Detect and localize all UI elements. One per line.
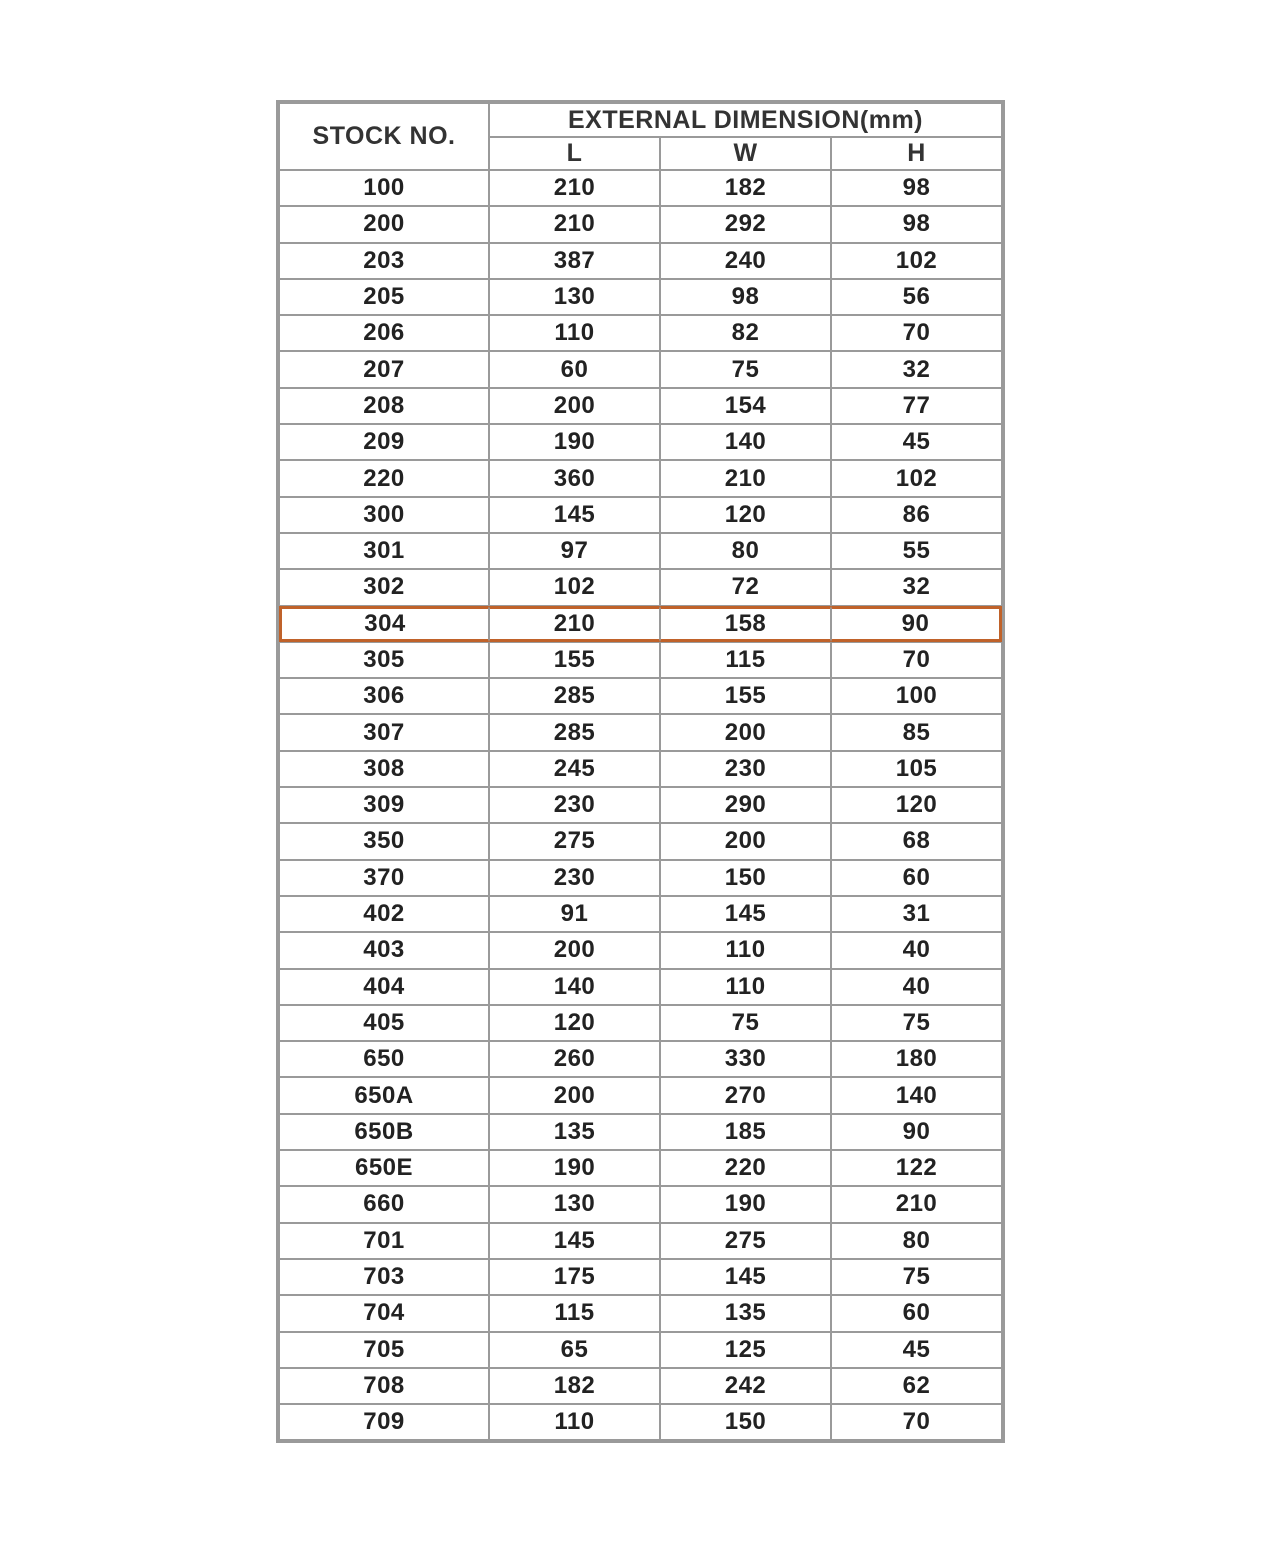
stock-no-cell: 650: [279, 1041, 489, 1077]
table-row[interactable]: [279, 170, 1002, 206]
table-body: [279, 170, 1002, 1440]
stock-no-cell: 650B: [279, 1114, 489, 1150]
stock-no-cell: 304: [279, 606, 489, 642]
stock-no-cell: 203: [279, 243, 489, 279]
table-row[interactable]: [279, 351, 1002, 387]
width-cell: 110: [660, 969, 831, 1005]
width-cell: 200: [660, 714, 831, 750]
height-cell: 56: [831, 279, 1002, 315]
height-cell: 85: [831, 714, 1002, 750]
stock-no-cell: 209: [279, 424, 489, 460]
stock-no-cell: 703: [279, 1259, 489, 1295]
stock-no-cell: 207: [279, 351, 489, 387]
table-row[interactable]: [279, 1404, 1002, 1440]
width-cell: 135: [660, 1295, 831, 1331]
width-cell: 158: [660, 606, 831, 642]
width-cell: 275: [660, 1223, 831, 1259]
length-cell: 190: [489, 424, 660, 460]
length-cell: 130: [489, 1186, 660, 1222]
width-cell: 155: [660, 678, 831, 714]
height-cell: 31: [831, 896, 1002, 932]
width-cell: 210: [660, 460, 831, 496]
width-cell: 154: [660, 388, 831, 424]
stock-no-cell: 704: [279, 1295, 489, 1331]
stock-no-cell: 305: [279, 642, 489, 678]
width-cell: 190: [660, 1186, 831, 1222]
height-cell: 122: [831, 1150, 1002, 1186]
external-dimension-header: EXTERNAL DIMENSION(mm): [489, 103, 1002, 137]
stock-no-cell: 208: [279, 388, 489, 424]
width-cell: 80: [660, 533, 831, 569]
length-cell: 200: [489, 1077, 660, 1113]
width-cell: 230: [660, 751, 831, 787]
length-cell: 175: [489, 1259, 660, 1295]
length-cell: 245: [489, 751, 660, 787]
height-cell: 75: [831, 1005, 1002, 1041]
width-cell: 75: [660, 351, 831, 387]
table-row[interactable]: [279, 279, 1002, 315]
stock-no-cell: 206: [279, 315, 489, 351]
height-cell: 40: [831, 932, 1002, 968]
table-row-selected[interactable]: [279, 606, 1002, 642]
length-cell: 260: [489, 1041, 660, 1077]
length-cell: 102: [489, 569, 660, 605]
height-cell: 86: [831, 497, 1002, 533]
stock-no-cell: 708: [279, 1368, 489, 1404]
stock-no-cell: 301: [279, 533, 489, 569]
width-cell: 270: [660, 1077, 831, 1113]
table-row[interactable]: [279, 497, 1002, 533]
table-row[interactable]: [279, 460, 1002, 496]
table-row[interactable]: [279, 533, 1002, 569]
height-cell: 120: [831, 787, 1002, 823]
width-cell: 242: [660, 1368, 831, 1404]
table-row[interactable]: [279, 932, 1002, 968]
stock-no-cell: 709: [279, 1404, 489, 1440]
length-header: L: [489, 137, 660, 170]
height-cell: 105: [831, 751, 1002, 787]
height-cell: 68: [831, 823, 1002, 859]
dimension-table: [276, 100, 1005, 1443]
width-cell: 115: [660, 642, 831, 678]
height-cell: 32: [831, 569, 1002, 605]
width-cell: 330: [660, 1041, 831, 1077]
length-cell: 210: [489, 606, 660, 642]
table-header: [279, 103, 1002, 170]
length-cell: 285: [489, 714, 660, 750]
width-cell: 182: [660, 170, 831, 206]
height-cell: 98: [831, 206, 1002, 242]
table-row[interactable]: [279, 714, 1002, 750]
stock-no-cell: 660: [279, 1186, 489, 1222]
table-row[interactable]: [279, 243, 1002, 279]
stock-no-cell: 205: [279, 279, 489, 315]
stock-no-cell: 302: [279, 569, 489, 605]
width-cell: 125: [660, 1332, 831, 1368]
height-cell: 90: [831, 606, 1002, 642]
height-cell: 180: [831, 1041, 1002, 1077]
stock-no-header: STOCK NO.: [279, 103, 489, 170]
height-cell: 55: [831, 533, 1002, 569]
height-cell: 102: [831, 460, 1002, 496]
width-cell: 185: [660, 1114, 831, 1150]
stock-no-cell: 701: [279, 1223, 489, 1259]
height-cell: 32: [831, 351, 1002, 387]
table-row[interactable]: [279, 388, 1002, 424]
stock-no-cell: 402: [279, 896, 489, 932]
width-cell: 145: [660, 896, 831, 932]
length-cell: 120: [489, 1005, 660, 1041]
table-row[interactable]: [279, 1368, 1002, 1404]
stock-no-cell: 300: [279, 497, 489, 533]
height-cell: 140: [831, 1077, 1002, 1113]
width-cell: 240: [660, 243, 831, 279]
width-cell: 72: [660, 569, 831, 605]
width-cell: 150: [660, 1404, 831, 1440]
width-cell: 220: [660, 1150, 831, 1186]
length-cell: 190: [489, 1150, 660, 1186]
stock-no-cell: 306: [279, 678, 489, 714]
table-row[interactable]: [279, 823, 1002, 859]
table-row[interactable]: [279, 1077, 1002, 1113]
stock-no-cell: 307: [279, 714, 489, 750]
length-cell: 210: [489, 170, 660, 206]
stock-no-cell: 403: [279, 932, 489, 968]
stock-no-cell: 370: [279, 860, 489, 896]
stock-no-cell: 650E: [279, 1150, 489, 1186]
length-cell: 97: [489, 533, 660, 569]
table-row[interactable]: [279, 678, 1002, 714]
length-cell: 285: [489, 678, 660, 714]
length-cell: 91: [489, 896, 660, 932]
height-cell: 60: [831, 860, 1002, 896]
stock-no-cell: 309: [279, 787, 489, 823]
height-cell: 100: [831, 678, 1002, 714]
height-cell: 102: [831, 243, 1002, 279]
width-cell: 200: [660, 823, 831, 859]
height-cell: 70: [831, 1404, 1002, 1440]
stock-no-cell: 200: [279, 206, 489, 242]
height-cell: 45: [831, 1332, 1002, 1368]
table-row[interactable]: [279, 642, 1002, 678]
table-row[interactable]: [279, 1150, 1002, 1186]
width-cell: 110: [660, 932, 831, 968]
table-row[interactable]: [279, 569, 1002, 605]
table-row[interactable]: [279, 787, 1002, 823]
length-cell: 200: [489, 932, 660, 968]
width-cell: 98: [660, 279, 831, 315]
stock-no-cell: 405: [279, 1005, 489, 1041]
stock-no-cell: 705: [279, 1332, 489, 1368]
length-cell: 65: [489, 1332, 660, 1368]
table-row[interactable]: [279, 1186, 1002, 1222]
table-row[interactable]: [279, 1295, 1002, 1331]
length-cell: 135: [489, 1114, 660, 1150]
length-cell: 145: [489, 497, 660, 533]
stock-no-cell: 100: [279, 170, 489, 206]
height-cell: 210: [831, 1186, 1002, 1222]
length-cell: 360: [489, 460, 660, 496]
length-cell: 387: [489, 243, 660, 279]
width-cell: 290: [660, 787, 831, 823]
height-cell: 98: [831, 170, 1002, 206]
table-row[interactable]: [279, 860, 1002, 896]
height-cell: 75: [831, 1259, 1002, 1295]
table-row[interactable]: [279, 1041, 1002, 1077]
table-row[interactable]: [279, 315, 1002, 351]
width-cell: 82: [660, 315, 831, 351]
length-cell: 110: [489, 1404, 660, 1440]
stock-no-cell: 308: [279, 751, 489, 787]
stock-no-cell: 650A: [279, 1077, 489, 1113]
table-row[interactable]: [279, 896, 1002, 932]
height-cell: 70: [831, 315, 1002, 351]
length-cell: 155: [489, 642, 660, 678]
height-cell: 77: [831, 388, 1002, 424]
height-header: H: [831, 137, 1002, 170]
length-cell: 60: [489, 351, 660, 387]
length-cell: 140: [489, 969, 660, 1005]
height-cell: 70: [831, 642, 1002, 678]
table-row[interactable]: [279, 1114, 1002, 1150]
height-cell: 45: [831, 424, 1002, 460]
table-row[interactable]: [279, 206, 1002, 242]
length-cell: 130: [489, 279, 660, 315]
height-cell: 60: [831, 1295, 1002, 1331]
length-cell: 200: [489, 388, 660, 424]
table-row[interactable]: [279, 1259, 1002, 1295]
height-cell: 90: [831, 1114, 1002, 1150]
length-cell: 275: [489, 823, 660, 859]
width-cell: 145: [660, 1259, 831, 1295]
length-cell: 182: [489, 1368, 660, 1404]
table-row[interactable]: [279, 1332, 1002, 1368]
length-cell: 230: [489, 860, 660, 896]
width-cell: 140: [660, 424, 831, 460]
width-cell: 120: [660, 497, 831, 533]
stock-no-cell: 350: [279, 823, 489, 859]
table-row[interactable]: [279, 751, 1002, 787]
height-cell: 62: [831, 1368, 1002, 1404]
length-cell: 230: [489, 787, 660, 823]
length-cell: 145: [489, 1223, 660, 1259]
width-header: W: [660, 137, 831, 170]
table-row[interactable]: [279, 424, 1002, 460]
table-row[interactable]: [279, 969, 1002, 1005]
table-row[interactable]: [279, 1005, 1002, 1041]
length-cell: 210: [489, 206, 660, 242]
length-cell: 115: [489, 1295, 660, 1331]
height-cell: 40: [831, 969, 1002, 1005]
height-cell: 80: [831, 1223, 1002, 1259]
length-cell: 110: [489, 315, 660, 351]
width-cell: 150: [660, 860, 831, 896]
width-cell: 75: [660, 1005, 831, 1041]
stock-no-cell: 404: [279, 969, 489, 1005]
stock-no-cell: 220: [279, 460, 489, 496]
width-cell: 292: [660, 206, 831, 242]
table-row[interactable]: [279, 1223, 1002, 1259]
